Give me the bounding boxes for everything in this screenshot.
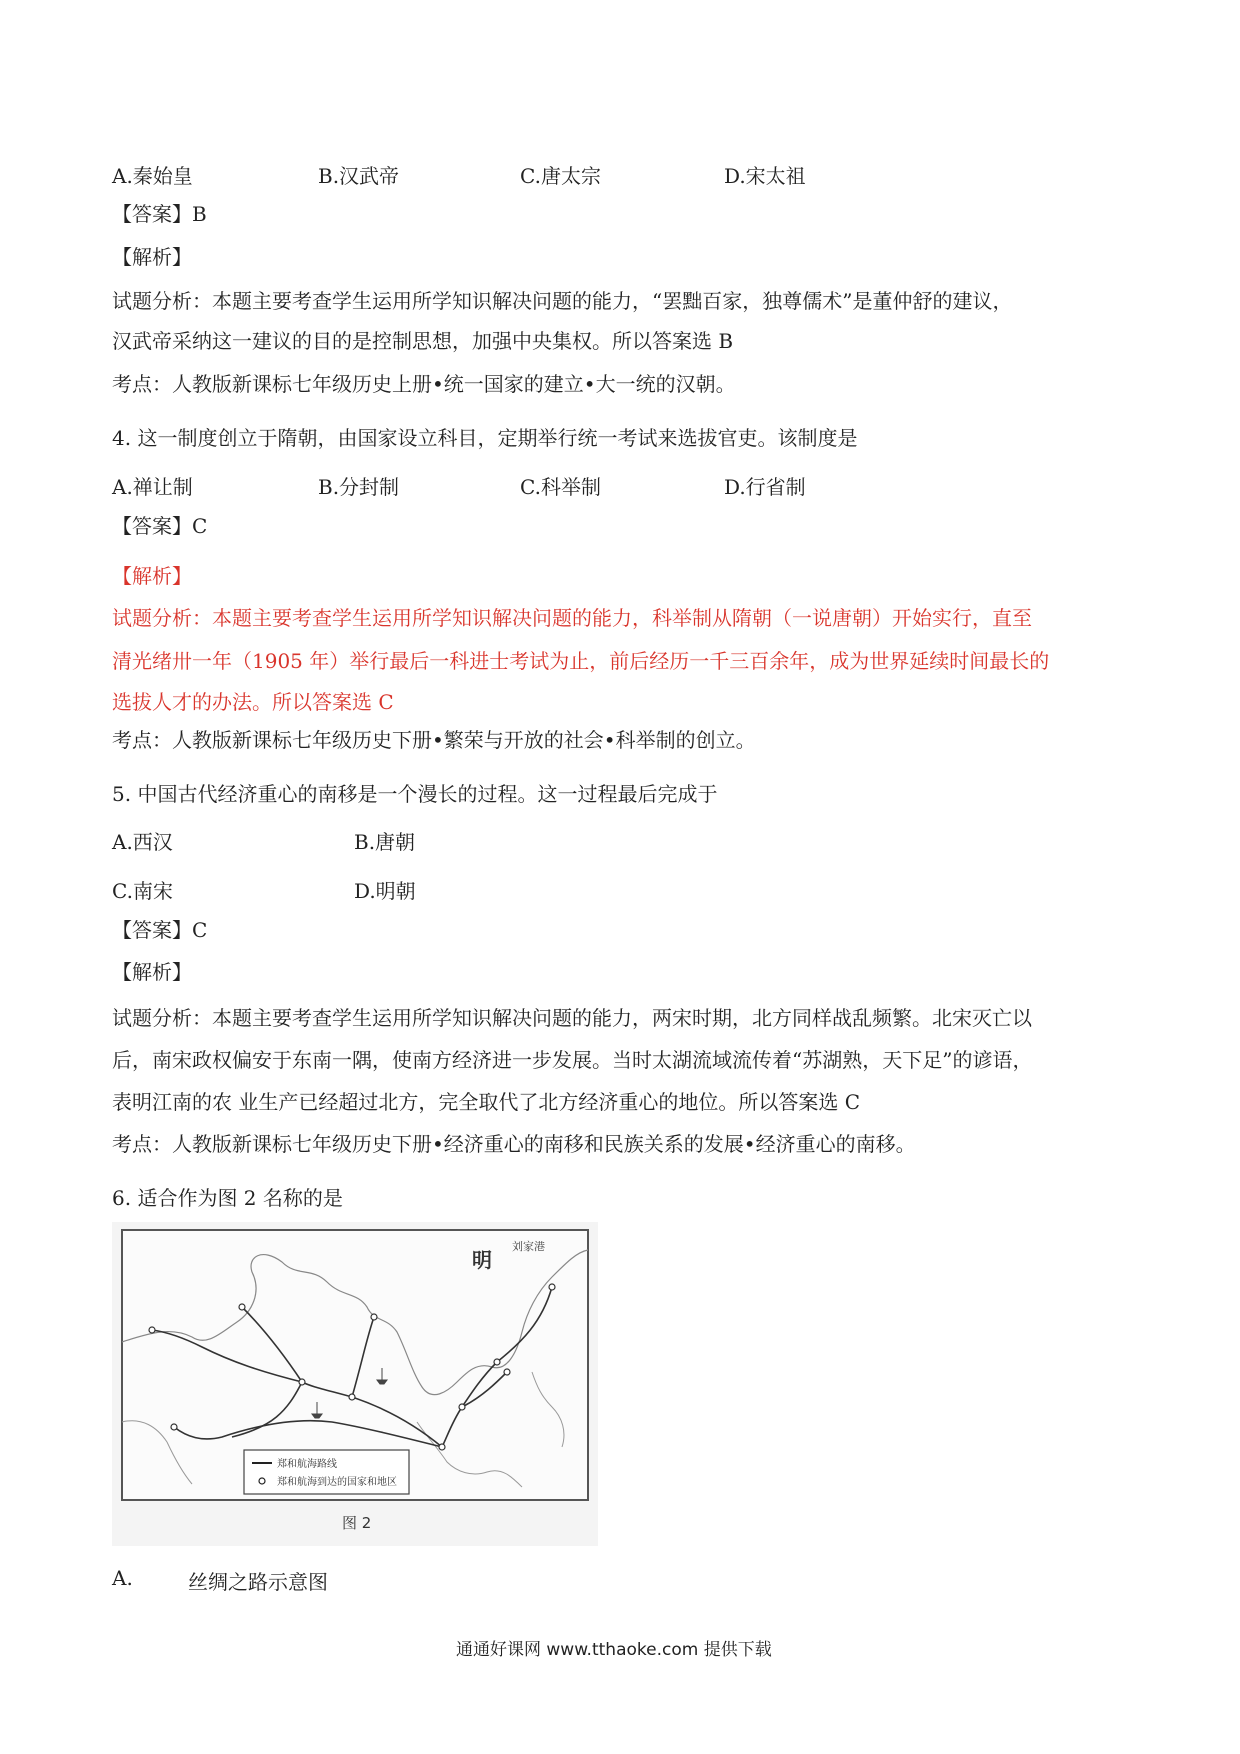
q4-option-b: B.分封制 — [318, 475, 400, 499]
q4-analysis-line: 试题分析：本题主要考查学生运用所学知识解决问题的能力，科举制从隋朝（一说唐朝）开始实行，直至 — [112, 606, 1032, 630]
q4-answer: 【答案】C — [112, 514, 208, 538]
q3-analysis-line: 汉武帝采纳这一建议的目的是控制思想，加强中央集权。所以答案选 B — [112, 329, 734, 353]
map-label-ming: 明 — [472, 1248, 492, 1272]
q4-option-c: C.科举制 — [520, 475, 601, 499]
q5-option-a: A.西汉 — [112, 830, 173, 854]
legend-place-swatch — [259, 1478, 265, 1484]
figure-caption: 图 2 — [342, 1514, 372, 1532]
q4-option-d: D.行省制 — [724, 475, 806, 499]
q5-kaodian: 考点：人教版新课标七年级历史下册•经济重心的南移和民族关系的发展•经济重心的南移。 — [112, 1132, 916, 1156]
q4-kaodian: 考点：人教版新课标七年级历史下册•繁荣与开放的社会•科举制的创立。 — [112, 728, 756, 752]
q3-kaodian: 考点：人教版新课标七年级历史上册•统一国家的建立•大一统的汉朝。 — [112, 372, 736, 396]
q4-option-a: A.禅让制 — [112, 475, 193, 499]
q5-answer: 【答案】C — [112, 918, 208, 942]
q4-analysis-line: 清光绪卅一年（1905 年）举行最后一科进士考试为止，前后经历一千三百余年，成为世界延续时间最长的 — [112, 649, 1050, 673]
q4-question: 4. 这一制度创立于隋朝，由国家设立科目，定期举行统一考试来选拔官吏。该制度是 — [112, 426, 858, 450]
legend-route-label: 郑和航海路线 — [277, 1459, 337, 1470]
q3-answer: 【答案】B — [112, 202, 207, 226]
q3-option-b: B.汉武帝 — [318, 164, 400, 188]
page-footer: 通通好课网 www.tthaoke.com 提供下载 — [456, 1640, 772, 1660]
q5-analysis-label: 【解析】 — [112, 960, 192, 984]
q3-analysis-line: 试题分析：本题主要考查学生运用所学知识解决问题的能力，“罢黜百家，独尊儒术”是董仲舒的建议， — [112, 289, 1013, 313]
figure-2-map — [112, 1222, 598, 1546]
q3-option-a: A.秦始皇 — [112, 164, 193, 188]
map-label-liujiagang: 刘家港 — [512, 1240, 545, 1253]
q3-option-d: D.宋太祖 — [724, 164, 806, 188]
q5-analysis-line: 后，南宋政权偏安于东南一隅，使南方经济进一步发展。当时太湖流域流传着“苏湖熟，天下足”的谚语， — [112, 1048, 1033, 1072]
q4-analysis-label: 【解析】 — [112, 564, 192, 588]
q6-question: 6. 适合作为图 2 名称的是 — [112, 1186, 343, 1210]
q5-analysis-line: 试题分析：本题主要考查学生运用所学知识解决问题的能力，两宋时期，北方同样战乱频繁。北宋灭亡以 — [112, 1006, 1032, 1030]
q3-option-c: C.唐太宗 — [520, 164, 601, 188]
q5-analysis-line: 表明江南的农 业生产已经超过北方，完全取代了北方经济重心的地位。所以答案选 C — [112, 1090, 861, 1114]
q6-option-a-letter: A. — [112, 1566, 133, 1590]
legend-place-label: 郑和航海到达的国家和地区 — [277, 1477, 397, 1488]
q4-analysis-line: 选拔人才的办法。所以答案选 C — [112, 690, 394, 714]
q5-option-d: D.明朝 — [354, 879, 416, 903]
q5-option-b: B.唐朝 — [354, 830, 416, 854]
q6-option-a-text: 丝绸之路示意图 — [188, 1570, 328, 1594]
q5-question: 5. 中国古代经济重心的南移是一个漫长的过程。这一过程最后完成于 — [112, 782, 718, 806]
q3-analysis-label: 【解析】 — [112, 245, 192, 269]
q5-option-c: C.南宋 — [112, 879, 173, 903]
